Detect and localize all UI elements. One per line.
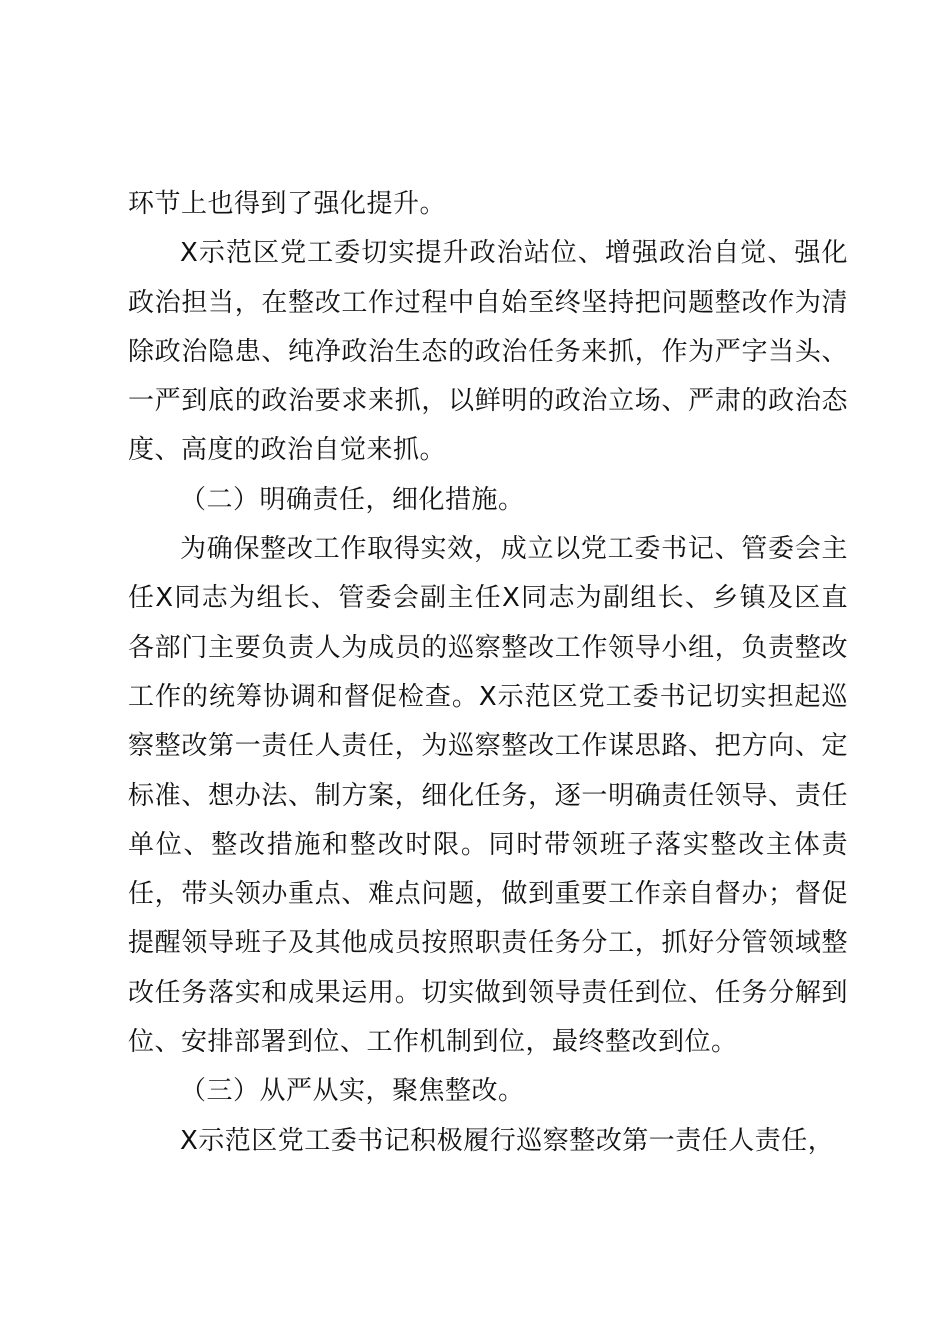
paragraph-rectification-start: X示范区党工委书记积极履行巡察整改第一责任人责任，	[180, 1125, 835, 1156]
section-heading-two: （二）明确责任，细化措施。	[180, 484, 525, 515]
paragraph-political-stance: X示范区党工委切实提升政治站位、增强政治自觉、强化政治担当，在整改工作过程中自始至终坚持把问题整改作为清除政治隐患、纯净政治生态的政治任务来抓，作为严字当头、一严到底的政治要求来抓，以鲜明的政治立场、严肃的政治态度、高度的政治自觉来抓。	[128, 238, 848, 466]
document-body	[128, 180, 848, 1166]
paragraph-continuation: 环节上也得到了强化提升。	[128, 189, 447, 219]
section-heading-three: （三）从严从实，聚焦整改。	[180, 1076, 525, 1107]
paragraph-responsibility: 为确保整改工作取得实效，成立以党工委书记、管委会主任X同志为组长、管委会副主任X同志为副组长、乡镇及区直各部门主要负责人为成员的巡察整改工作领导小组，负责整改工作的统筹协调和督促检查。X示范区党工委书记切实担起巡察整改第一责任人责任，为巡察整改工作谋思路、把方向、定标准、想办法、制方案，细化任务，逐一明确责任领导、责任单位、整改措施和整改时限。同时带领班子落实整改主体责任，带头领办重点、难点问题，做到重要工作亲自督办；督促提醒领导班子及其他成员按照职责任务分工，抓好分管领域整改任务落实和成果运用。切实做到领导责任到位、任务分解到位、安排部署到位、工作机制到位，最终整改到位。	[128, 534, 848, 1058]
